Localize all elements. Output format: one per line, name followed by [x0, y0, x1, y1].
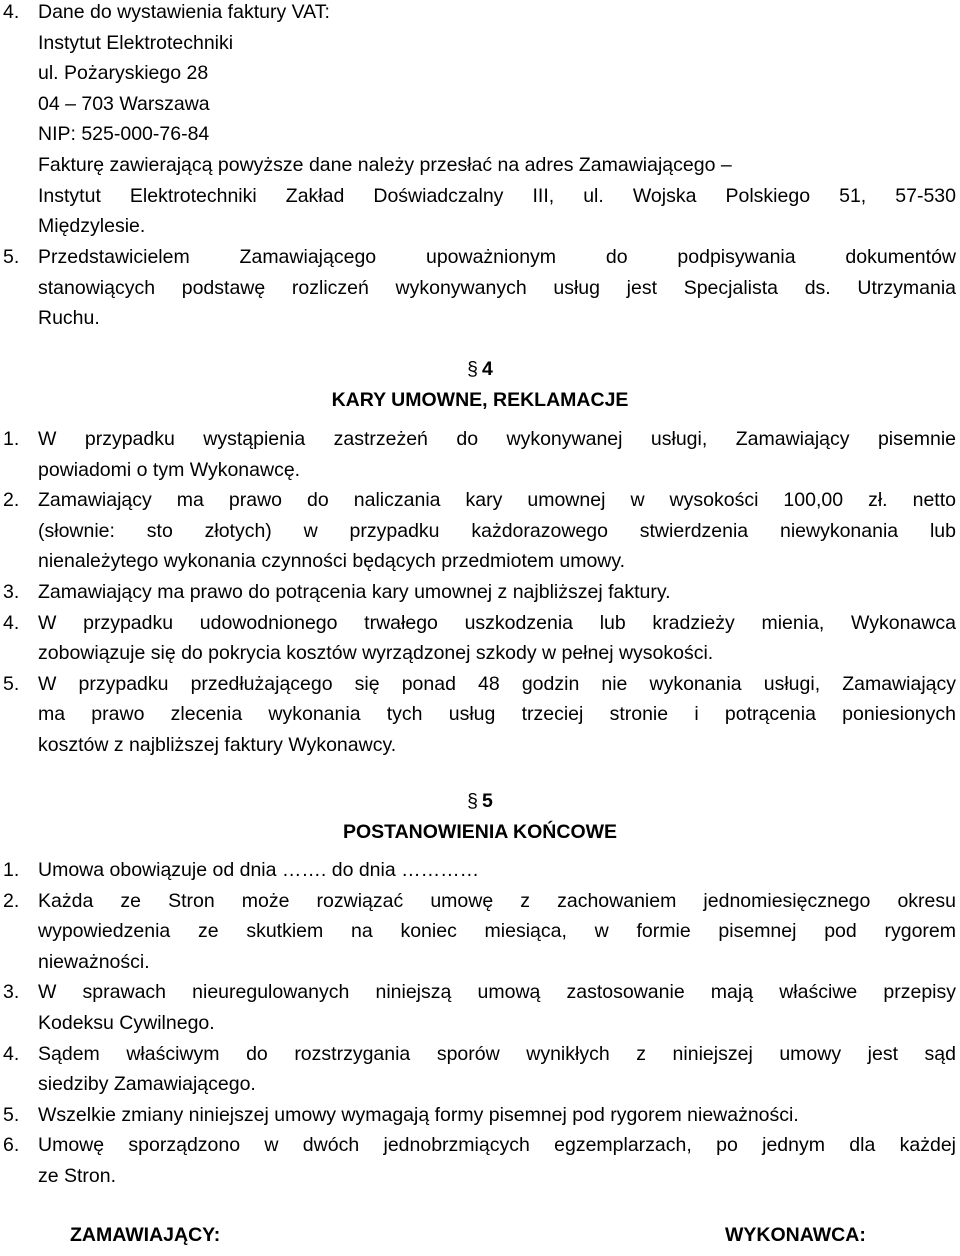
- item-number: 1.: [3, 428, 20, 450]
- item-number: 4.: [3, 611, 20, 634]
- item-4-line: 04 – 703 Warszawa: [38, 92, 210, 115]
- list-item-line: W przypadku udowodnionego trwałego uszkodzenia lub kradzieży mienia, Wykonawca: [38, 611, 956, 634]
- list-item-line: nieważności.: [38, 950, 150, 973]
- item-4-line: Międzylesie.: [38, 215, 146, 238]
- list-item: [0, 886, 960, 978]
- item-5-line: stanowiących podstawę rozliczeń wykonywanych usług jest Specjalista ds. Utrzymania: [38, 276, 956, 299]
- list-item-line: Umowę sporządzono w dwóch jednobrzmiących egzemplarzach, po jednym dla każdej: [38, 1134, 956, 1157]
- item-number: 4.: [3, 1042, 20, 1065]
- list-item: [0, 1039, 960, 1100]
- list-item-line: W przypadku przedłużającego się ponad 48 godzin nie wykonania usługi, Zamawiający: [38, 672, 956, 695]
- section-5-title: POSTANOWIENIA KOŃCOWE: [342, 820, 618, 843]
- list-item-line: Każda ze Stron może rozwiązać umowę z zachowaniem jednomiesięcznego okresu: [38, 889, 956, 912]
- list-item-line: W sprawach nieuregulowanych niniejszą umową zastosowanie mają właściwe przepisy: [38, 981, 956, 1004]
- list-item-line: ze Stron.: [38, 1164, 117, 1187]
- list-item: [0, 669, 960, 761]
- item-4-line: Dane do wystawienia faktury VAT:: [38, 1, 330, 23]
- item-4-line: Instytut Elektrotechniki Zakład Doświadczalny III, ul. Wojska Polskiego 51, 57-530: [38, 184, 956, 207]
- item-4-invoice-data: [0, 0, 960, 242]
- list-item-line: nienależytego wykonania czynności będących przedmiotem umowy.: [38, 550, 626, 573]
- section-5-heading: [0, 786, 960, 847]
- list-item-line: Zamawiający ma prawo do naliczania kary umownej w wysokości 100,00 zł. netto: [38, 489, 956, 512]
- section-4-list: [0, 424, 960, 761]
- list-item: [0, 485, 960, 577]
- list-item: [0, 577, 960, 608]
- list-item-line: Sądem właściwym do rozstrzygania sporów wynikłych z niniejszej umowy jest sąd: [38, 1042, 956, 1065]
- item-number: 5.: [3, 1103, 20, 1126]
- item-4-line: Fakturę zawierającą powyższe dane należy przesłać na adres Zamawiającego –: [38, 153, 732, 176]
- item-number: 4.: [3, 1, 20, 23]
- item-5-line: Przedstawicielem Zamawiającego upoważnionym do podpisywania dokumentów: [38, 246, 956, 268]
- list-item-line: Kodeksu Cywilnego.: [38, 1011, 215, 1034]
- list-item: [0, 424, 960, 485]
- list-item: [0, 1130, 960, 1191]
- list-item: [0, 1100, 960, 1131]
- item-4-lines: [38, 0, 956, 242]
- item-4-line: Instytut Elektrotechniki: [38, 31, 234, 54]
- section-5-number: [0, 786, 960, 817]
- item-4-line: NIP: 525-000-76-84: [38, 123, 210, 146]
- item-number: 2.: [3, 889, 20, 912]
- item-5-line: Ruchu.: [38, 307, 100, 330]
- section-4-title: KARY UMOWNE, REKLAMACJE: [331, 388, 629, 411]
- item-number: 3.: [3, 580, 20, 603]
- list-item-line: ma prawo zlecenia wykonania tych usług trzeciej stronie i potrącenia poniesionych: [38, 703, 956, 726]
- list-item-line: powiadomi o tym Wykonawcę.: [38, 458, 301, 481]
- list-item-line: (słownie: sto złotych) w przypadku każdorazowego stwierdzenia niewykonania lub: [38, 519, 956, 542]
- list-item-line: kosztów z najbliższej faktury Wykonawcy.: [38, 733, 397, 756]
- section-4-heading: [0, 354, 960, 415]
- signature-zamawiajacy: ZAMAWIAJĄCY:: [70, 1224, 221, 1246]
- item-number: 6.: [3, 1134, 20, 1157]
- item-number: 2.: [3, 489, 20, 512]
- list-item-line: Zamawiający ma prawo do potrącenia kary umownej z najbliższej faktury.: [38, 580, 671, 603]
- section-sign: §: [467, 790, 478, 812]
- item-4-line: ul. Pożaryskiego 28: [38, 62, 209, 85]
- item-number: 3.: [3, 981, 20, 1004]
- list-item-line: zobowiązuje się do pokrycia kosztów wyrządzonej szkody w pełnej wysokości.: [38, 642, 714, 665]
- section-4-number: [0, 354, 960, 385]
- section-number: 4: [482, 358, 493, 380]
- list-item-line: siedziby Zamawiającego.: [38, 1073, 256, 1096]
- section-sign: §: [467, 358, 478, 380]
- item-number: 1.: [3, 859, 20, 881]
- item-number: 5.: [3, 246, 20, 268]
- item-5-representative: [0, 242, 960, 334]
- list-item: [0, 977, 960, 1038]
- list-item-line: Wszelkie zmiany niniejszej umowy wymagają formy pisemnej pod rygorem nieważności.: [38, 1103, 799, 1126]
- list-item: [0, 855, 960, 886]
- signature-wykonawca: WYKONAWCA:: [725, 1224, 866, 1246]
- list-item-line: wypowiedzenia ze skutkiem na koniec miesiąca, w formie pisemnej pod rygorem: [38, 920, 956, 943]
- section-number: 5: [482, 790, 493, 812]
- item-number: 5.: [3, 672, 20, 695]
- list-item-line: Umowa obowiązuje od dnia ……. do dnia …………: [38, 859, 480, 881]
- item-5-lines: [38, 242, 956, 334]
- list-item: [0, 608, 960, 669]
- list-item-line: W przypadku wystąpienia zastrzeżeń do wykonywanej usługi, Zamawiający pisemnie: [38, 428, 956, 450]
- section-5-list: [0, 855, 960, 1192]
